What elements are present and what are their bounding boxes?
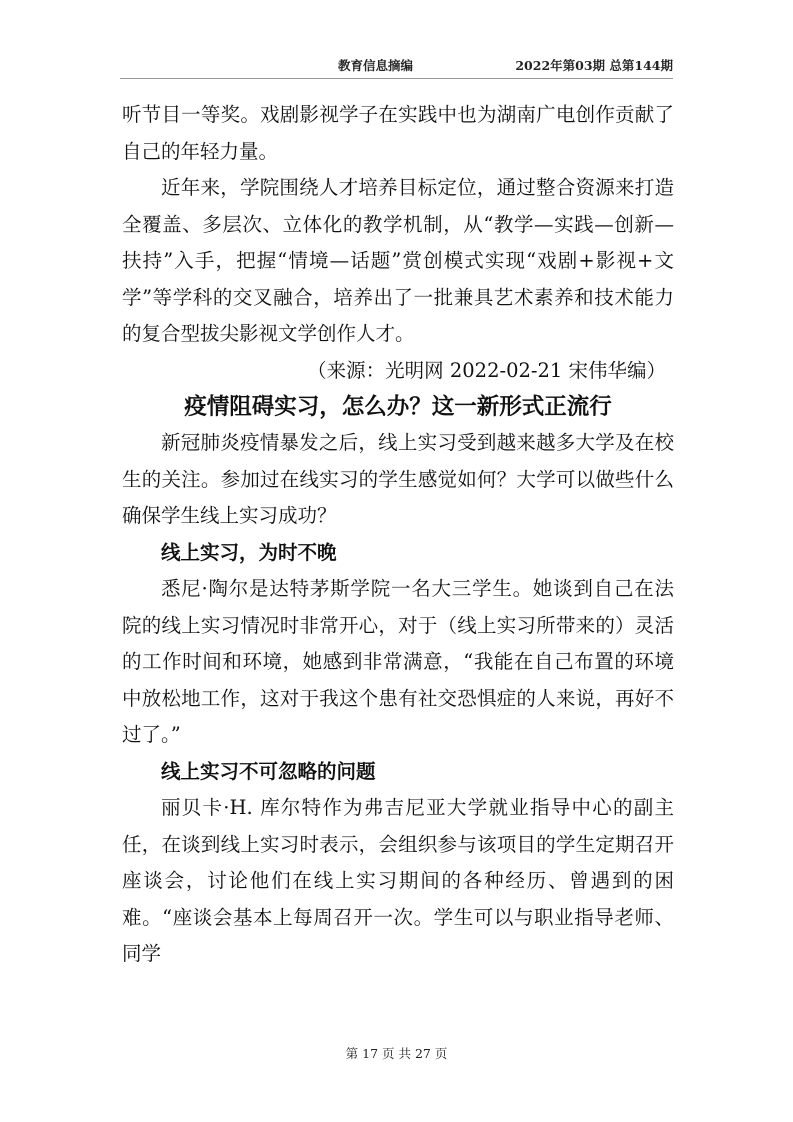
article2-paragraph-1: 悉尼·陶尔是达特茅斯学院一名大三学生。她谈到自己在法院的线上实习情况时非常开心，对于（线上实习所带来的）灵活的工作时间和环境，她感到非常满意，“我能在自己布置的环境中放松地工作，这对于我这个患有社交恐惧症的人来说，再好不过了。” xyxy=(122,577,674,746)
article2-title: 疫情阻碍实习，怎么办？这一新形式正流行 xyxy=(184,394,612,420)
article2-subhead-2: 线上实习不可忽略的问题 xyxy=(161,759,376,783)
article2-intro: 新冠肺炎疫情暴发之后，线上实习受到越来越多大学及在校生的关注。参加过在线实习的学生感觉如何？大学可以做些什么确保学生线上实习成功？ xyxy=(122,431,674,527)
issue-number: 2022年第03期 总第144期 xyxy=(515,58,673,73)
article2-subhead-1: 线上实习，为时不晚 xyxy=(161,540,337,564)
article2-paragraph-2: 丽贝卡·H. 库尔特作为弗吉尼亚大学就业指导中心的副主任，在谈到线上实习时表示，会组织参与该项目的学生定期召开座谈会，讨论他们在线上实习期间的各种经历、曾遇到的困难。“座谈会基本上每周召开一次。学生可以与职业指导老师、同学 xyxy=(122,796,674,965)
article1-paragraph-2: 近年来，学院围绕人才培养目标定位，通过整合资源来打造全覆盖、多层次、立体化的教学机制，从“教学—实践—创新—扶持”入手，把握“情境—话题”赏创模式实现“戏剧+影视+文学”等学科的交叉融合，培养出了一批兼具艺术素养和技术能力的复合型拔尖影视文学创作人才。 xyxy=(122,176,674,345)
journal-name: 教育信息摘编 xyxy=(338,58,414,73)
page-body xyxy=(122,97,674,973)
header-rule xyxy=(120,78,673,79)
article1-source: （来源：光明网 2022-02-21 宋伟华编） xyxy=(307,358,666,382)
article1-continued-paragraph: 听节目一等奖。戏剧影视学子在实践中也为湖南广电创作贡献了自己的年轻力量。 xyxy=(122,103,674,163)
page-footer: 第 17 页 共 27 页 xyxy=(345,1046,448,1061)
page-header xyxy=(120,52,673,76)
